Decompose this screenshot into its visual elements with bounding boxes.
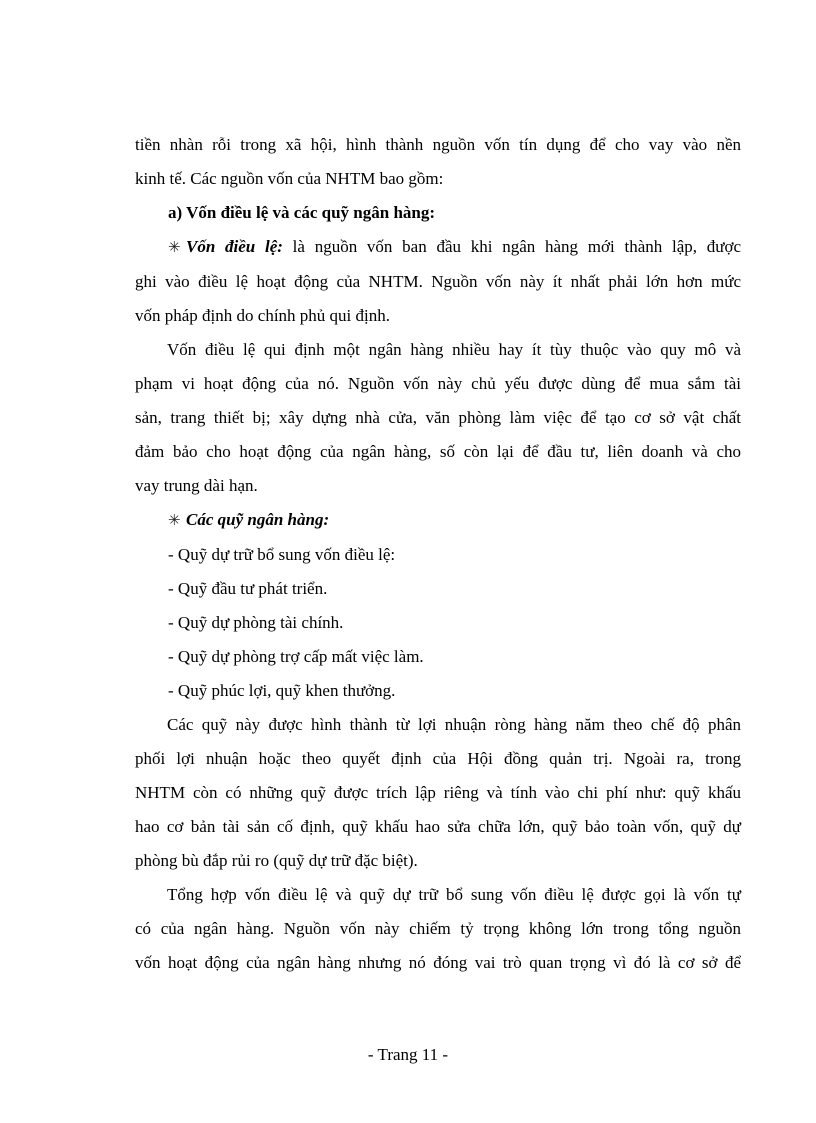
paragraph-3-line-1: Các quỹ này được hình thành từ lợi nhuận ròng hàng năm theo chế độ phân	[167, 715, 741, 734]
paragraph-3-line-3: NHTM còn có những quỹ được trích lập riêng và tính vào chi phí như: quỹ khấu	[135, 783, 741, 802]
fund-list-item: - Quỹ phúc lợi, quỹ khen thưởng.	[168, 681, 396, 700]
paragraph-2-line-5: vay trung dài hạn.	[135, 476, 258, 495]
paragraph-4-line-2: có của ngân hàng. Nguồn vốn này chiếm tỷ trọng không lớn trong tổng nguồn	[135, 919, 741, 938]
paragraph-2-line-1: Vốn điều lệ qui định một ngân hàng nhiều hay ít tùy thuộc vào quy mô và	[167, 340, 741, 359]
cac-quy-label: Các quỹ ngân hàng:	[186, 510, 330, 529]
asterisk-bullet-icon: ✳	[168, 240, 181, 256]
paragraph-3-line-4: hao cơ bản tài sản cố định, quỹ khấu hao sửa chữa lớn, quỹ bảo toàn vốn, quỹ dự	[135, 817, 741, 836]
paragraph-2-line-4: đảm bảo cho hoạt động của ngân hàng, số còn lại để đầu tư, liên doanh và cho	[135, 442, 741, 461]
page-number: - Trang 11 -	[367, 1045, 449, 1064]
paragraph-2-line-3: sản, trang thiết bị; xây dựng nhà cửa, văn phòng làm việc để tạo cơ sở vật chất	[135, 408, 741, 427]
intro-line-2: kinh tế. Các nguồn vốn của NHTM bao gồm:	[135, 169, 444, 188]
von-dieu-le-line-2: ghi vào điều lệ hoạt động của NHTM. Nguồn vốn này ít nhất phải lớn hơn mức	[135, 272, 741, 291]
von-dieu-le-text: là nguồn vốn ban đầu khi ngân hàng mới thành lập, được	[282, 237, 741, 256]
paragraph-4-line-1: Tổng hợp vốn điều lệ và quỹ dự trữ bổ sung vốn điều lệ được gọi là vốn tự	[167, 885, 741, 904]
von-dieu-le-line-3: vốn pháp định do chính phủ qui định.	[135, 306, 390, 325]
cac-quy-heading	[135, 503, 741, 538]
document-body	[135, 128, 741, 980]
fund-list-item: - Quỹ đầu tư phát triển.	[168, 579, 328, 598]
paragraph-4-line-3: vốn hoạt động của ngân hàng nhưng nó đóng vai trò quan trọng vì đó là cơ sở để	[135, 953, 741, 972]
von-dieu-le-line-1	[135, 230, 741, 265]
paragraph-3-line-2: phối lợi nhuận hoặc theo quyết định của Hội đồng quản trị. Ngoài ra, trong	[135, 749, 741, 768]
asterisk-bullet-icon: ✳	[168, 513, 181, 529]
section-heading-a: a) Vốn điều lệ và các quỹ ngân hàng:	[168, 203, 436, 222]
von-dieu-le-label: Vốn điều lệ:	[186, 237, 283, 256]
fund-list-item: - Quỹ dự trữ bổ sung vốn điều lệ:	[168, 545, 396, 564]
paragraph-3-line-5: phòng bù đắp rủi ro (quỹ dự trữ đặc biệt).	[135, 851, 418, 870]
paragraph-2-line-2: phạm vi hoạt động của nó. Nguồn vốn này chủ yếu được dùng để mua sắm tài	[135, 374, 741, 393]
fund-list-item: - Quỹ dự phòng tài chính.	[168, 613, 344, 632]
intro-line-1: tiền nhàn rỗi trong xã hội, hình thành nguồn vốn tín dụng để cho vay vào nền	[135, 135, 741, 154]
fund-list-item: - Quỹ dự phòng trợ cấp mất việc làm.	[168, 647, 424, 666]
